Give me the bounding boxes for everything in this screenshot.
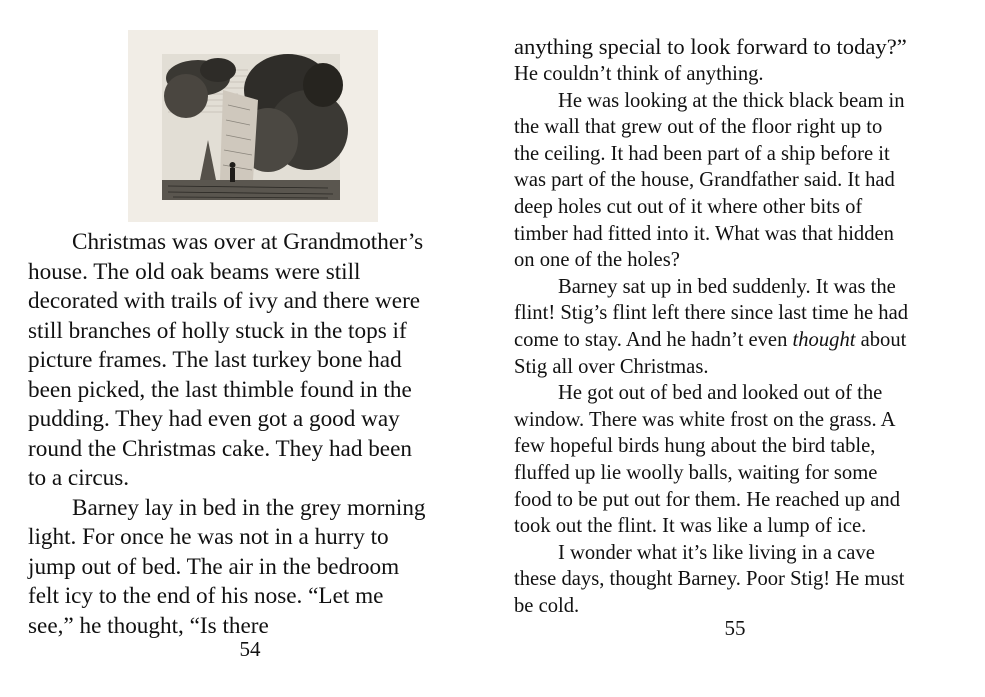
right-page-text xyxy=(514,33,964,619)
text-line: Barney sat up in bed suddenly. It was the xyxy=(558,275,896,298)
text-line: round the Christmas cake. They had been xyxy=(28,435,412,462)
text-line: I wonder what it’s like living in a cave xyxy=(558,541,875,564)
text-line: light. For once he was not in a hurry to xyxy=(28,524,389,550)
text-line: these days, thought Barney. Poor Stig! He must xyxy=(514,568,905,591)
text-line: Stig all over Christmas. xyxy=(514,355,709,378)
tree-engraving-icon xyxy=(128,30,378,222)
text-line: felt icy to the end of his nose. “Let me xyxy=(28,583,384,609)
text-line: anything special to look forward to today?” xyxy=(514,34,907,59)
text-line: house. The old oak beams were still xyxy=(28,258,361,285)
text-line: been picked, the last thimble found in the xyxy=(28,376,412,403)
text-line: was part of the house, Grandfather said. It had xyxy=(514,169,895,192)
text-line: jump out of bed. The air in the bedroom xyxy=(28,553,400,580)
text-line: the wall that grew out of the floor right up to xyxy=(514,116,883,139)
text-line: Christmas was over at Grandmother’s xyxy=(72,229,424,255)
text-line: He couldn’t think of anything. xyxy=(514,63,764,85)
page-number: 54 xyxy=(239,637,261,661)
text-line: fluffed up lie woolly balls, waiting for some xyxy=(514,461,878,484)
text-fragment: come to stay. And he hadn’t even xyxy=(514,328,793,351)
text-line: flint! Stig’s flint left there since last time he had xyxy=(514,302,909,325)
text-line: window. There was white frost on the grass. A xyxy=(514,408,896,431)
page-number: 55 xyxy=(724,616,746,640)
text-line xyxy=(514,327,964,354)
engraving-illustration xyxy=(128,30,378,222)
text-line: deep holes cut out of it where other bits of xyxy=(514,195,863,218)
right-page xyxy=(492,0,985,697)
text-line: took out the flint. It was like a lump of ice. xyxy=(514,515,867,538)
text-line: timber had fitted into it. What was that hidden xyxy=(514,222,894,245)
text-line: few hopeful birds hung about the bird table, xyxy=(514,435,876,458)
left-page xyxy=(0,0,492,697)
text-line: He was looking at the thick black beam in xyxy=(558,89,905,112)
text-line: food to be put out for them. He reached up and xyxy=(514,488,901,511)
text-line: decorated with trails of ivy and there were xyxy=(28,288,421,314)
text-line: pudding. They had even got a good way xyxy=(28,406,400,432)
text-line: Barney lay in bed in the grey morning xyxy=(72,494,426,521)
left-page-text xyxy=(28,228,468,641)
text-line: picture frames. The last turkey bone had xyxy=(28,347,402,373)
emphasized-word: thought xyxy=(792,328,856,351)
text-line: He got out of bed and looked out of the xyxy=(558,382,883,405)
text-line: still branches of holly stuck in the tops if xyxy=(28,317,407,344)
text-fragment: about xyxy=(855,328,907,351)
text-line: see,” he thought, “Is there xyxy=(28,612,269,639)
text-line: on one of the holes? xyxy=(514,249,680,272)
text-line: to a circus. xyxy=(28,465,130,491)
text-line: be cold. xyxy=(514,594,580,617)
text-line: the ceiling. It had been part of a ship before it xyxy=(514,142,890,165)
